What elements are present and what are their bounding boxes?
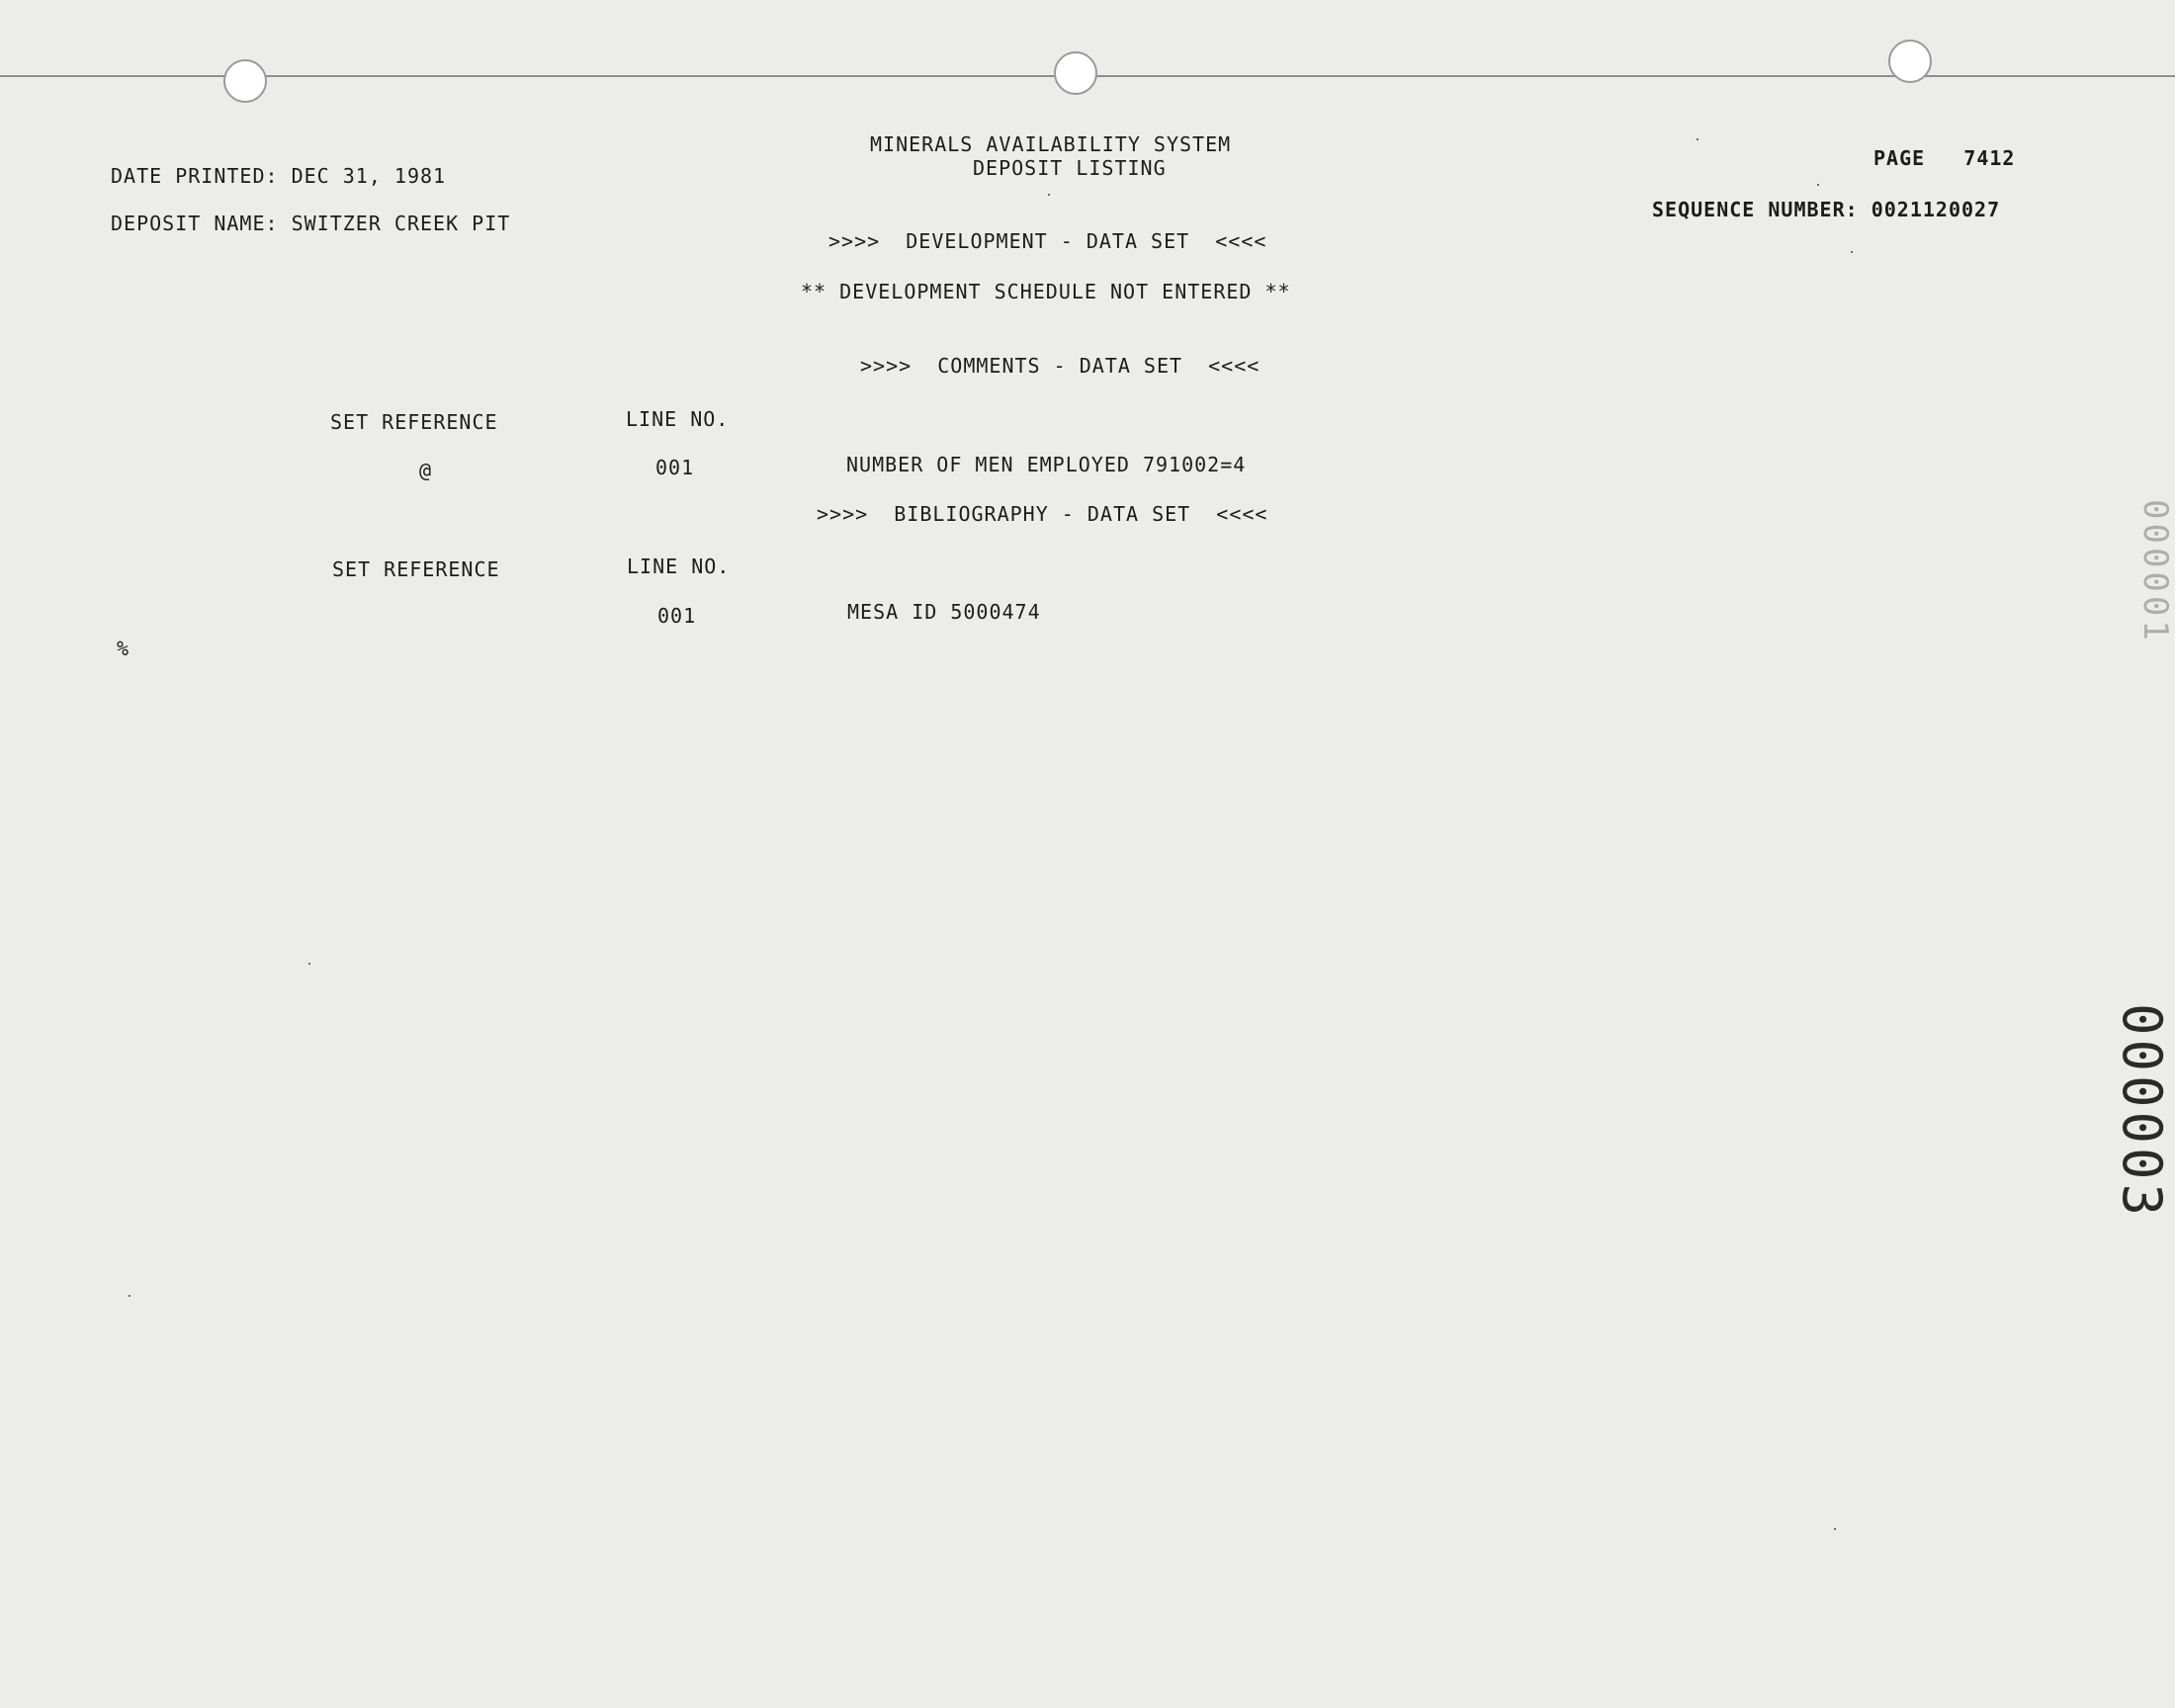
listing-title: DEPOSIT LISTING <box>973 156 1167 180</box>
scan-speck <box>1817 184 1819 186</box>
scan-speck <box>129 1295 130 1297</box>
development-heading: >>>> DEVELOPMENT - DATA SET <<<< <box>828 229 1267 253</box>
deposit-name: DEPOSIT NAME: SWITZER CREEK PIT <box>111 212 511 235</box>
scan-speck <box>1834 1528 1836 1530</box>
system-title: MINERALS AVAILABILITY SYSTEM <box>870 132 1232 156</box>
frame-stamp-upper: 000001 <box>2135 499 2175 644</box>
development-schedule-note: ** DEVELOPMENT SCHEDULE NOT ENTERED ** <box>801 280 1291 303</box>
comments-row-text: NUMBER OF MEN EMPLOYED 791002=4 <box>846 453 1247 476</box>
date-printed: DATE PRINTED: DEC 31, 1981 <box>111 164 447 188</box>
sequence-number: SEQUENCE NUMBER: 0021120027 <box>1652 198 2001 221</box>
bibliography-row-text: MESA ID 5000474 <box>847 600 1041 624</box>
comments-col-set-reference: SET REFERENCE <box>330 410 498 434</box>
scan-speck <box>1048 194 1050 196</box>
comments-row-set-reference: @ <box>419 459 433 482</box>
scan-speck <box>1851 251 1853 253</box>
punch-hole-right <box>1888 40 1932 83</box>
scan-speck <box>1696 138 1698 140</box>
end-marker: % <box>117 637 130 660</box>
bibliography-row-line-no: 001 <box>657 604 697 628</box>
comments-row-line-no: 001 <box>655 456 695 479</box>
bibliography-col-line-no: LINE NO. <box>627 555 731 578</box>
comments-col-line-no: LINE NO. <box>626 407 730 431</box>
bibliography-col-set-reference: SET REFERENCE <box>332 557 500 581</box>
punch-hole-left <box>223 59 267 103</box>
punch-hole-center <box>1054 51 1097 95</box>
comments-heading: >>>> COMMENTS - DATA SET <<<< <box>860 354 1261 378</box>
page-number: PAGE 7412 <box>1873 146 2016 170</box>
bibliography-heading: >>>> BIBLIOGRAPHY - DATA SET <<<< <box>817 502 1268 526</box>
frame-stamp-lower: 000003 <box>2111 1003 2173 1221</box>
scan-speck <box>308 963 310 965</box>
